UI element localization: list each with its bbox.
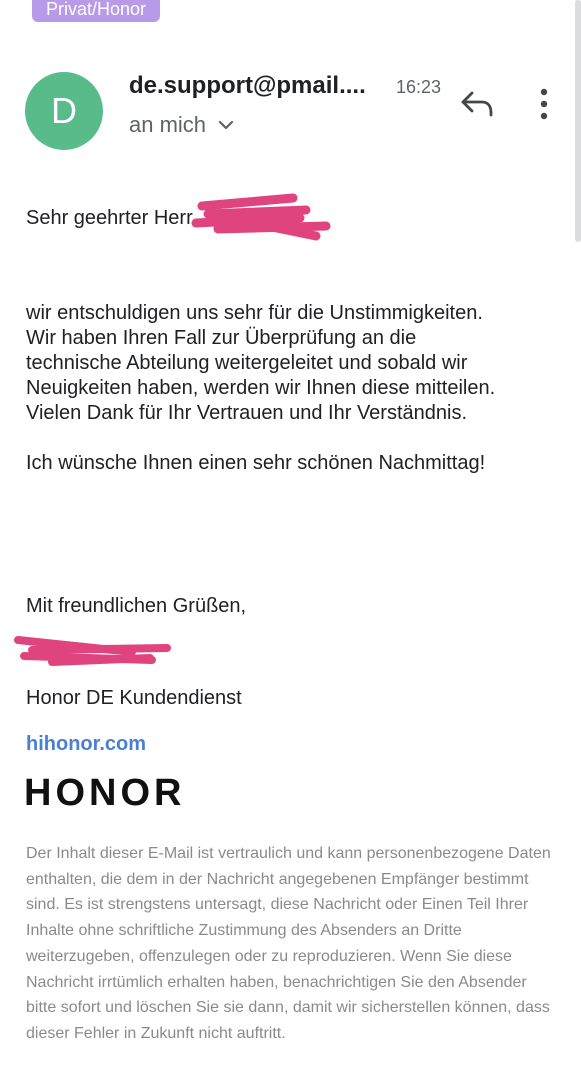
chevron-down-icon[interactable] bbox=[216, 115, 236, 135]
paragraph-line: Neuigkeiten haben, werden wir Ihnen diese mitteilen. bbox=[26, 377, 496, 399]
paragraph-line: technische Abteilung weitergeleitet und sobald wir bbox=[26, 352, 468, 374]
redaction-mark bbox=[188, 188, 333, 244]
label-chip[interactable]: Privat/Honor bbox=[32, 0, 160, 22]
message-header bbox=[25, 70, 565, 150]
message-paragraph bbox=[26, 301, 566, 426]
website-link[interactable]: hihonor.com bbox=[26, 733, 146, 755]
recipient-label: an mich bbox=[129, 112, 207, 137]
reply-icon[interactable] bbox=[458, 86, 498, 122]
more-vert-icon[interactable] bbox=[531, 86, 557, 122]
message-time: 16:23 bbox=[396, 77, 442, 97]
greeting: Sehr geehrter Herr bbox=[26, 207, 193, 229]
message-paragraph-2: Ich wünsche Ihnen einen sehr schönen Nachmittag! bbox=[26, 452, 486, 474]
scrollbar[interactable] bbox=[575, 0, 581, 242]
paragraph-line: wir entschuldigen uns sehr für die Unstimmigkeiten. bbox=[26, 302, 483, 324]
closing-line: Mit freundlichen Grüßen, bbox=[26, 595, 247, 617]
department-name: Honor DE Kundendienst bbox=[26, 687, 242, 709]
paragraph-line: Vielen Dank für Ihr Vertrauen und Ihr Verständnis. bbox=[26, 402, 468, 424]
paragraph-line: Wir haben Ihren Fall zur Überprüfung an die bbox=[26, 327, 417, 349]
sender-address[interactable]: de.support@pmail.... bbox=[129, 72, 366, 99]
sender-avatar[interactable]: D bbox=[25, 72, 103, 150]
recipient-toggle[interactable] bbox=[129, 112, 236, 138]
signature-redaction-mark bbox=[12, 632, 177, 672]
honor-logo: HONOR bbox=[24, 772, 186, 814]
disclaimer-text: Der Inhalt dieser E-Mail ist vertraulich und kann personenbezogene Daten enthalten, die dem in der Nachricht angegebenen Empfänger bestimmt sind. Es ist strengstens untersagt, diese Nachricht oder Einen Teil Ihrer Inhalte ohne schriftliche Zustimmung des Absenders an Dritte weiterzugeben, offenzulegen oder zu reproduzieren. Wenn Sie diese Nachricht irrtümlich erhalten haben, benachrichtigen Sie den Absender bitte sofort und löschen Sie sie dann, damit wir sicherstellen können, dass dieser Fehler in Zukunft nicht auftritt. bbox=[26, 845, 551, 1042]
